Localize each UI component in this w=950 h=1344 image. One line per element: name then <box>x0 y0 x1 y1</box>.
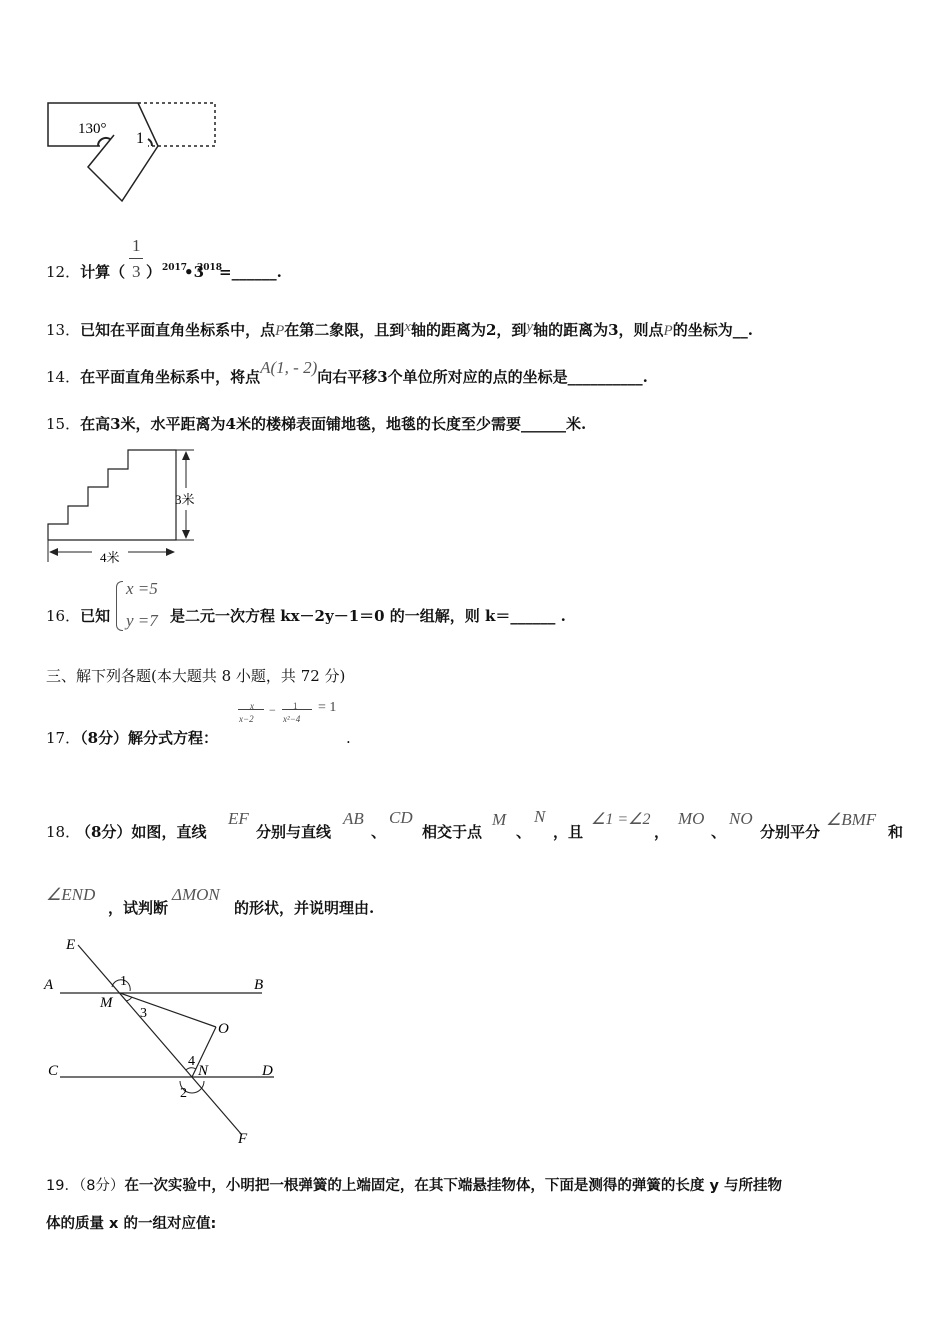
q16-number: 16． <box>46 607 81 625</box>
q19-line1 <box>46 1176 782 1196</box>
q15-text: 在高3米，水平距离为4米的楼梯表面铺地毯，地毯的长度至少需要______米. <box>80 415 587 433</box>
q17-number: 17． <box>46 729 81 747</box>
q12-exp1: 2017 <box>162 263 188 273</box>
q17-f2-den: x²−4 <box>283 714 301 724</box>
q15 <box>46 414 586 434</box>
q13-text: 轴的距离为3，则点 <box>533 321 664 339</box>
q14-point: A(1, - 2) <box>260 358 318 377</box>
q16-eq1: x =5 <box>126 579 158 598</box>
q18-var-mo: MO <box>678 809 705 828</box>
section3-title: 三、解下列各题(本大题共 8 小题，共 72 分) <box>46 667 346 685</box>
q18-text: 的形状，并说明理由. <box>234 899 375 917</box>
q17-f1-num: x <box>250 701 254 711</box>
q11-folded-strip <box>88 103 158 201</box>
q18-text: 分别与直线 <box>256 823 332 841</box>
q18-label-o: O <box>218 1021 229 1037</box>
q16 <box>46 579 566 630</box>
q18-var-no: NO <box>729 809 753 828</box>
q14 <box>46 358 648 387</box>
q17-equation <box>238 698 358 730</box>
q18-var-ab: AB <box>343 809 364 828</box>
q11-angle-arc-1 <box>148 139 152 146</box>
q18-line1 <box>46 807 916 846</box>
q12-frac-num: 1 <box>132 236 141 255</box>
q13-var-y: y <box>526 319 534 335</box>
q18-label-4: 4 <box>188 1054 195 1069</box>
q18-label-1: 1 <box>120 974 127 989</box>
q13 <box>46 320 753 341</box>
q18-arc-3 <box>126 997 132 1001</box>
q13-text: 已知在平面直角坐标系中，点 <box>80 321 276 339</box>
q18-label-m: M <box>100 995 113 1011</box>
q16-eq2: y =7 <box>126 611 158 630</box>
q12-number: 12． <box>46 263 81 281</box>
q12-frac-bar <box>129 258 143 259</box>
q12-text: 计算（ <box>80 263 126 281</box>
q13-var-x: x <box>404 319 411 335</box>
q13-var-p2: P <box>663 323 673 339</box>
q18-label-b: B <box>254 977 264 993</box>
q14-text: 在平面直角坐标系中，将点 <box>80 368 261 386</box>
q12-tail: =______. <box>219 263 282 281</box>
q18-angle-bmf: ∠BMF <box>826 810 877 829</box>
q12-mid: •3 <box>184 263 205 281</box>
q11-figure <box>40 95 230 210</box>
q16-text: 是二元一次方程 kx－2y－1＝0 的一组解，则 k＝______ . <box>170 607 566 625</box>
q11-angle1-label: 1 <box>136 130 144 147</box>
q14-number: 14． <box>46 368 81 386</box>
q17-f2-num: 1 <box>293 701 298 711</box>
q15-number: 15． <box>46 415 81 433</box>
q15-height-label: 3米 <box>175 492 195 507</box>
q17-end: . <box>346 729 351 747</box>
q17 <box>46 700 351 748</box>
q13-text: 的坐标为__. <box>672 321 753 339</box>
q18-label-c: C <box>48 1063 59 1079</box>
q18-var-n: N <box>534 807 546 826</box>
q15-staircase <box>48 450 176 540</box>
q17-f1-den: x−2 <box>239 714 254 724</box>
q12-frac-den: 3 <box>132 262 141 281</box>
q18-label-e: E <box>66 937 76 953</box>
q18-label-2: 2 <box>180 1086 187 1101</box>
q16-brace <box>116 581 123 631</box>
q18-sep: 、 <box>371 823 387 841</box>
q18-number: 18． <box>46 823 81 841</box>
q18-var-m: M <box>492 810 507 829</box>
q18-label-a: A <box>44 977 54 993</box>
q18-figure <box>40 935 300 1150</box>
q17-minus: − <box>269 703 276 717</box>
q18-angles: ∠1 =∠2 <box>591 811 651 828</box>
q13-var-p: P <box>275 323 285 339</box>
q18-text: 分别平分 <box>760 823 821 841</box>
q18-text: 和 <box>888 823 904 841</box>
q13-text: 在第二象限，且到 <box>284 321 405 339</box>
q18-text: ，试判断 <box>108 899 169 917</box>
q19-points: （8分） <box>78 1178 125 1194</box>
q15-figure <box>40 440 210 570</box>
q18-text: ，且 <box>553 823 584 841</box>
q18-triangle: ΔMON <box>172 885 220 904</box>
q18-label-d: D <box>262 1063 273 1079</box>
q18-sep: 、 <box>516 823 532 841</box>
q18-text: 相交于点 <box>422 823 483 841</box>
q18-text: （8分）如图，直线 <box>76 823 207 841</box>
q18-comma: ， <box>654 823 670 841</box>
q15-width-label: 4米 <box>100 550 120 565</box>
q12-close: ） <box>146 263 162 281</box>
q11-angle-label: 130° <box>78 121 107 137</box>
q16-text: 已知 <box>80 607 111 625</box>
q19-line2: 体的质量 x 的一组对应值: <box>46 1216 217 1232</box>
q19-text: 在一次实验中，小明把一根弹簧的上端固定，在其下端悬挂物体，下面是测得的弹簧的长度 y 与所挂物 <box>124 1178 782 1194</box>
q13-number: 13． <box>46 321 81 339</box>
q13-text: 轴的距离为2，到 <box>410 321 527 339</box>
q18-var-ef: EF <box>228 809 249 828</box>
q17-text: （8分）解分式方程： <box>80 729 219 747</box>
q17-rhs: = 1 <box>318 700 337 715</box>
q18-label-n: N <box>198 1063 209 1079</box>
q18-label-f: F <box>238 1131 248 1147</box>
q18-sep: 、 <box>711 823 727 841</box>
q19-number: 19． <box>46 1178 79 1194</box>
q18-line2 <box>46 885 546 922</box>
q18-line-ef <box>78 945 242 1135</box>
q12 <box>46 236 282 282</box>
q18-label-3: 3 <box>140 1006 147 1021</box>
q18-angle-end: ∠END <box>46 885 96 904</box>
q12-exp2: 2018 <box>197 263 223 273</box>
q14-text: 向右平移3个单位所对应的点的坐标是__________. <box>317 368 648 386</box>
q18-var-cd: CD <box>389 808 413 827</box>
